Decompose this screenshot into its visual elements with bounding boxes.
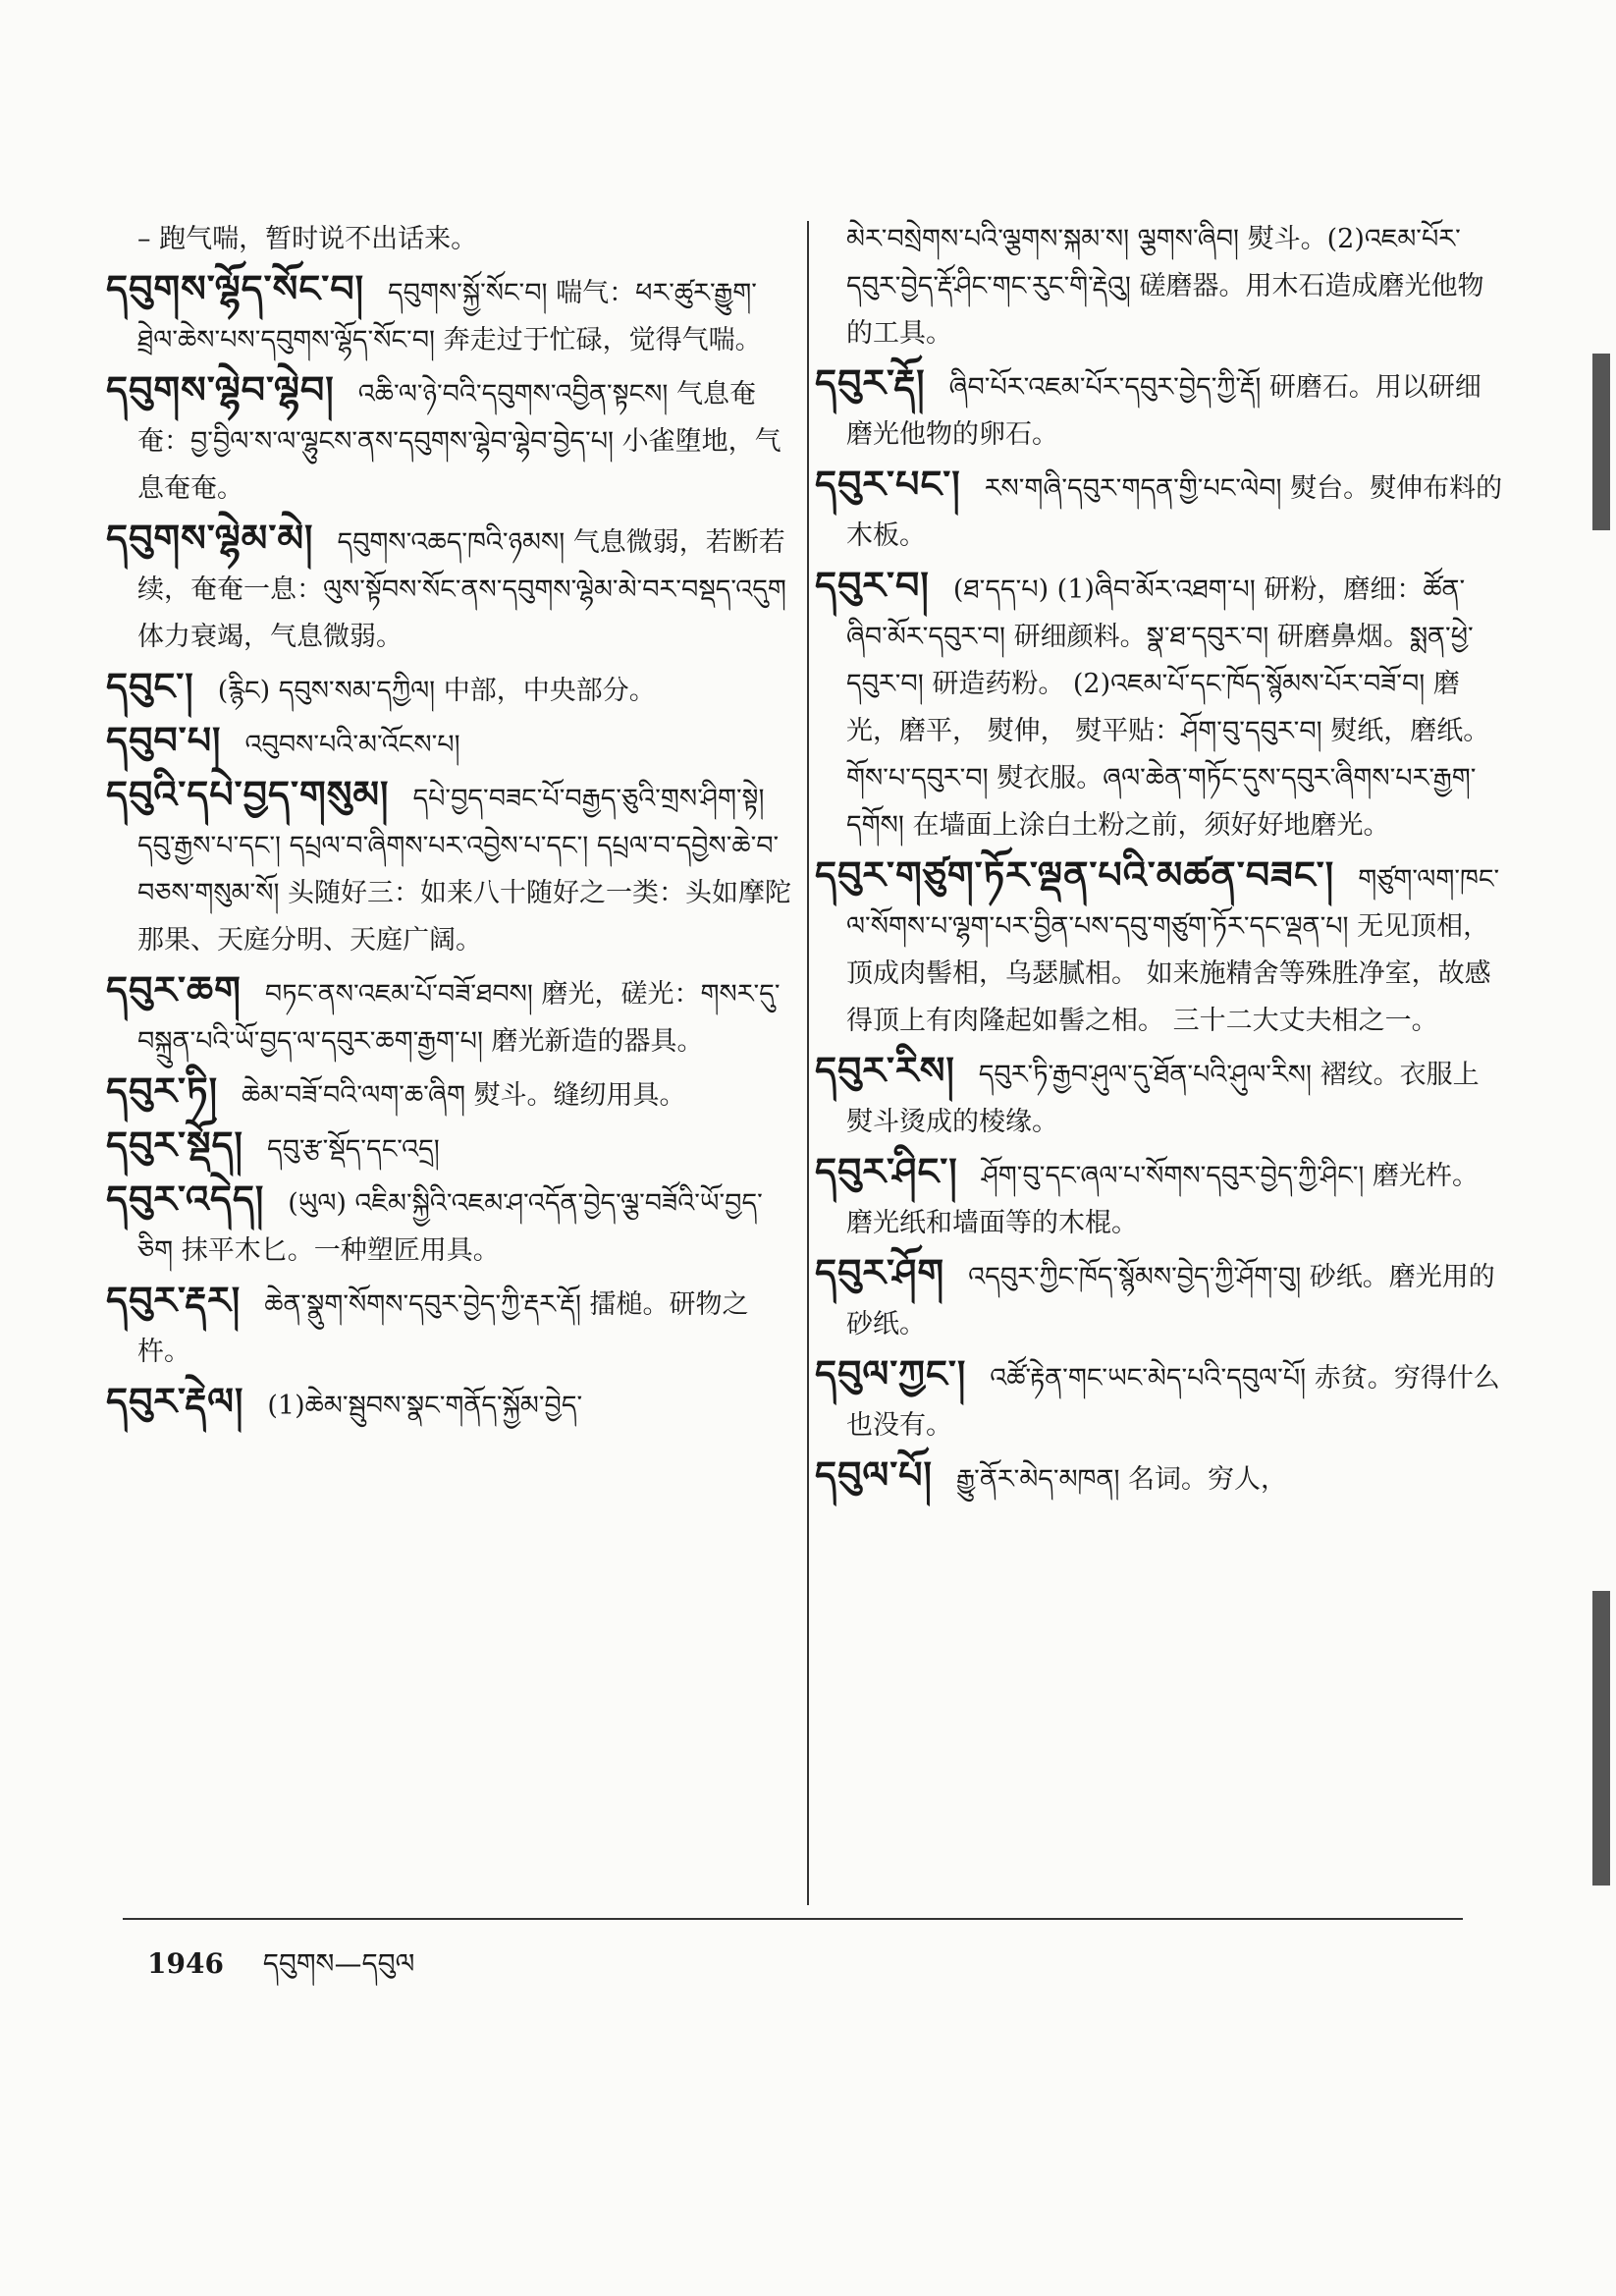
headword: དབུགས་ལྷོད་སོང་བ། (106, 267, 365, 310)
dictionary-entry (815, 1047, 1504, 1146)
headword: དབུར་པང་། (815, 463, 961, 506)
dictionary-entry (815, 851, 1504, 1045)
page-number: 1946 (147, 1947, 224, 1980)
definition: མེར་བསྲེགས་པའི་ལྕགས་སྐམ་ས། ལྕགས་ཞིབ། 熨斗。(2)འཇམ་པོར་དབུར་བྱེད་རྡོ་ཤིང་གང་རུང་གི་རྡེའུ། 磋磨器。用木石造成磨光他物的工具。 (846, 224, 1484, 349)
definition: གཙུག་ལག་ཁང་ལ་སོགས་པ་ལྷག་པར་བྱིན་པས་དབུ་གཙུག་ཏོར་དང་ལྡན་པ། 无见顶相，顶成肉髻相，乌瑟腻相。 如来施精舍等殊胜净室，故感得顶上有肉隆起如髻之相。 三十二大丈夫相之一。 (846, 864, 1500, 1036)
headword: དབུར་བ། (815, 564, 930, 607)
page-footer (147, 1933, 414, 2010)
definition: (ཐ་དད་པ) (1)ཞིབ་མོར་འཐག་པ། 研粉，磨细：ཚོན་ཞིབ་མོར་དབུར་བ། 研细颜料。སྣ་ཐ་དབུར་བ། 研磨鼻烟。སྨན་ཕྱེ་དབུར་བ། 研造药粉。 (2)འཇམ་པོ་དང་ཁོད་སྙོམས་པོར་བཟོ་བ། 磨光，磨平， 熨伸， 熨平贴：ཤོག་བུ་དབུར་བ། 熨纸，磨纸。གོས་པ་དབུར་བ། 熨衣服。ཞལ་ཆེན་གཏོང་དུས་དབུར་ཞིགས་པར་རྒྱག་དགོས། 在墙面上涂白土粉之前，须好好地磨光。 (846, 574, 1490, 841)
definition: འདབུར་ཀྱིང་ཁོད་སྙོམས་བྱེད་ཀྱི་ཤོག་བུ། 砂纸。磨光用的砂纸。 (846, 1262, 1495, 1339)
definition: (1)ཆེམ་སྦུབས་སྣང་གནོད་སྐྱོམ་བྱེད་ (267, 1391, 583, 1421)
guide-word-range: དབུགས—དབུལ (262, 1947, 415, 1980)
definition: ཞིབ་པོར་འཇམ་པོར་དབུར་བྱེད་ཀྱི་རྡོ། 研磨石。用以研细磨光他物的卵石。 (846, 372, 1481, 450)
dictionary-entry (846, 216, 1504, 357)
definition: (ཡུལ) འཇིམ་སྐྱིའི་འཇམ་ཤ་འདོན་བྱེད་ལྕ་བཟོའི་ཡོ་བྱད་ཅིག 抹平木匕。一种塑匠用具。 (137, 1188, 763, 1266)
headword: དབུགས་ལྷེམ་མེ། (106, 517, 314, 560)
dictionary-entry (815, 461, 1504, 560)
dictionary-entry (815, 1451, 1504, 1503)
headword: དབུབ་པ། (106, 719, 222, 762)
dictionary-entry (106, 663, 795, 715)
headword: དབུར་ཤོག (815, 1251, 945, 1294)
dictionary-entry (137, 216, 795, 263)
headword: དབུར་རྡར། (106, 1279, 242, 1322)
headword: དབུར་འདེད། (106, 1177, 265, 1221)
definition: ཆེན་སྣུག་སོགས་དབུར་བྱེད་ཀྱི་རྡར་རྡོ། 擂槌。研物之杵。 (137, 1289, 749, 1367)
dictionary-entry (106, 515, 795, 661)
dictionary-entry (106, 1277, 795, 1376)
headword: དབུར་ཆག (106, 968, 242, 1011)
definition: བཏང་ནས་འཇམ་པོ་བཟོ་ཐབས། 磨光，磋光：གསར་དུ་བསྐྲུན་པའི་ཡོ་བྱད་ལ་དབུར་ཆག་རྒྱག་པ། 磨光新造的器具。 (137, 979, 781, 1057)
right-column (815, 216, 1504, 1505)
definition: རས་གཞི་དབུར་གདན་གྱི་པང་ལེབ། 熨台。熨伸布料的木板。 (846, 473, 1503, 551)
dictionary-entry (106, 1067, 795, 1120)
definition: དབུར་ཏི་རྒྱབ་ཤུལ་དུ་ཐོན་པའི་ཤུལ་རིས། 褶纹。衣服上熨斗烫成的棱缘。 (846, 1060, 1480, 1137)
dictionary-entry (106, 265, 795, 364)
dictionary-entry (106, 771, 795, 964)
headword: དབུལ་ཀྱང་། (815, 1352, 967, 1395)
dictionary-entry (815, 1350, 1504, 1449)
dictionary-entry (106, 366, 795, 513)
definition: དབུ་རྩ་སྡོད་དང་འདྲ། (266, 1134, 440, 1165)
dictionary-entry (815, 1148, 1504, 1247)
column-divider (807, 221, 809, 1905)
definition: རྒྱུ་ནོར་མེད་མཁན། 名词。穷人， (955, 1464, 1288, 1495)
dictionary-entry (106, 1121, 795, 1174)
definition: དཔེ་བྱད་བཟང་པོ་བརྒྱད་ཅུའི་གྲས་ཤིག་སྟེ། དབུ་རྒྱས་པ་དང་། དཔྲལ་བ་ཞིགས་པར་འབྱེས་པ་དང་། དཔྲལ་བ་དབྱེས་ཆེ་བ་བཅས་གསུམ་སོ། 头随好三：如来八十随好之一类：头如摩陀那果、天庭分明、天庭广阔。 (137, 784, 792, 956)
definition: འབུབས་པའི་མ་འོངས་པ། (244, 730, 460, 760)
definition: ཤོག་བུ་དང་ཞལ་པ་སོགས་དབུར་བྱེད་ཀྱི་ཤིང་། 磨光杵。磨光纸和墙面等的木棍。 (846, 1161, 1479, 1238)
headword: དབུར་རྡེལ། (106, 1380, 244, 1423)
headword: དབུར་ཤིང་། (815, 1150, 958, 1193)
definition: (རྙིང) དབུས་སམ་དཀྱིལ། 中部，中央部分。 (217, 676, 656, 706)
scan-edge-marks (1577, 0, 1616, 2296)
headword: དབུར་ཏི། (106, 1069, 219, 1113)
left-column (106, 216, 795, 1432)
dictionary-entry (815, 1249, 1504, 1348)
definition: ཆེམ་བཟོ་བའི་ལག་ཆ་ཞིག 熨斗。缝纫用具。 (242, 1080, 686, 1111)
headword: དབུར་རྡོ། (815, 361, 926, 405)
headword: དབུགས་ལྷེབ་ལྷེབ། (106, 368, 335, 411)
dictionary-entry (106, 966, 795, 1066)
dictionary-entry (815, 359, 1504, 459)
dictionary-entry (106, 1378, 795, 1430)
dictionary-entry (815, 562, 1504, 849)
headword: དབུར་སྡོད། (106, 1123, 243, 1167)
headword: དབུར་རིས། (815, 1049, 955, 1092)
definition: དབུགས་སྐྱོ་སོང་བ། 喘气：ཕར་ཚུར་རྒྱུག་ཐྲེལ་ཆེས་པས་དབུགས་ལྷོད་སོང་བ། 奔走过于忙碌，觉得气喘。 (137, 278, 762, 355)
headword: དབུལ་པོ། (815, 1453, 933, 1497)
headword: དབུར་གཙུག་ཏོར་ལྡན་པའི་མཚན་བཟང་། (815, 853, 1335, 897)
definition: འཆི་ལ་ཉེ་བའི་དབུགས་འབྱིན་སྟངས། 气息奄奄：བྱ་བྱིལ་ས་ལ་ལྷུངས་ནས་དབུགས་ལྷེབ་ལྷེབ་བྱེད་པ། 小雀堕地，气息奄奄。 (137, 379, 781, 504)
footer-rule (123, 1918, 1463, 1920)
headword: དབུའི་དཔེ་བྱད་གསུམ། (106, 773, 390, 816)
dictionary-entry (106, 1175, 795, 1275)
dictionary-entry (106, 717, 795, 769)
headword: དབུང་། (106, 665, 194, 708)
definition: འཚོ་རྟེན་གང་ཡང་མེད་པའི་དབུལ་པོ། 赤贫。穷得什么也没有。 (846, 1363, 1500, 1441)
definition: དབུགས་འཆད་ཁའི་ཉམས། 气息微弱，若断若续，奄奄一息：ལུས་སྟོབས་སོང་ནས་དབུགས་ལྷེམ་མེ་བར་བསྡད་འདུག 体力衰竭，气息微弱。 (137, 527, 786, 652)
definition: – 跑气喘，暂时说不出话来。 (137, 224, 478, 254)
